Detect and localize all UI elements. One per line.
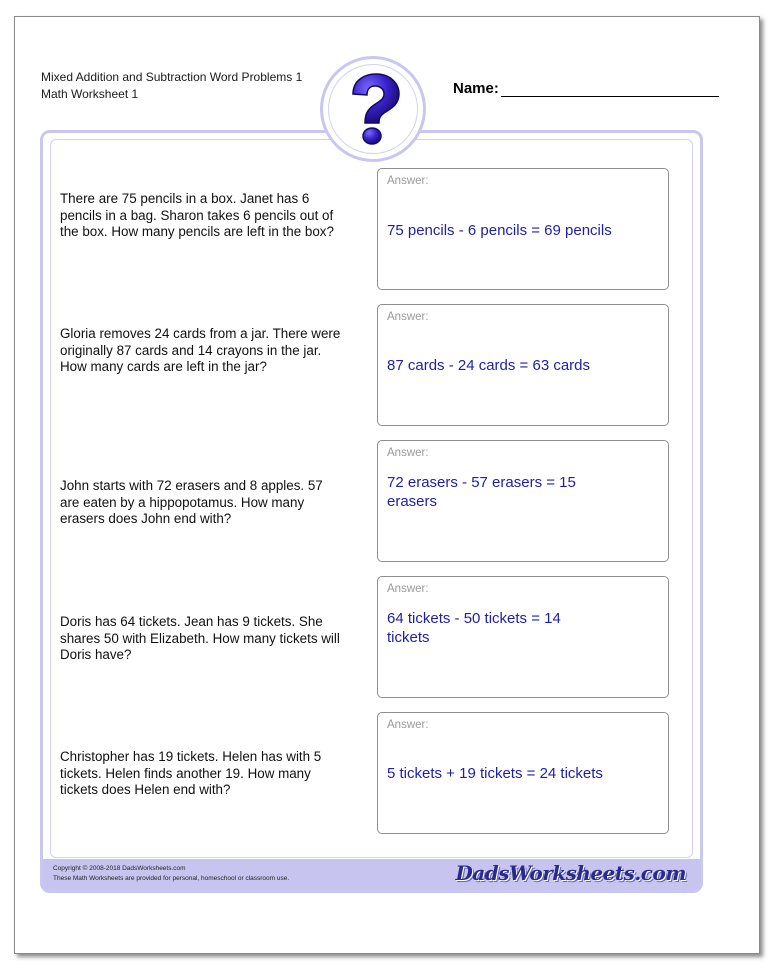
answer-label: Answer:	[387, 447, 429, 459]
answer-box-3[interactable]	[377, 440, 669, 562]
footer-copyright-block	[53, 864, 289, 884]
name-label: Name:	[453, 80, 499, 97]
answer-text-2: 87 cards - 24 cards = 63 cards	[387, 357, 591, 374]
usage-notice: These Math Worksheets are provided for personal, homeschool or classroom use.	[53, 875, 290, 882]
question-2: Gloria removes 24 cards from a jar. There were originally 87 cards and 14 crayons in the jar. How many cards are left in the jar?	[60, 326, 341, 374]
question-5: Christopher has 19 tickets. Helen has with 5 tickets. Helen finds another 19. How many tickets does Helen end with?	[60, 749, 322, 797]
answer-text-4: 64 tickets - 50 tickets = 14 tickets	[387, 610, 561, 646]
question-mark-icon	[343, 72, 403, 148]
question-1: There are 75 pencils in a box. Janet has 6 pencils in a bag. Sharon takes 6 pencils out of the box. How many pencils are left in the box?	[60, 191, 334, 239]
worksheet-title: Mixed Addition and Subtraction Word Problems 1	[41, 70, 303, 84]
answer-box-2[interactable]	[377, 304, 669, 426]
copyright-text: Copyright © 2008-2018 DadsWorksheets.com	[53, 865, 186, 872]
answer-text-5: 5 tickets + 19 tickets = 24 tickets	[387, 765, 603, 782]
name-line[interactable]	[501, 82, 719, 97]
answer-label: Answer:	[387, 175, 429, 187]
question-4: Doris has 64 tickets. Jean has 9 tickets. She shares 50 with Elizabeth. How many tickets will Doris have?	[60, 614, 340, 662]
dadsworksheets-logo: DadsWorksheets.com	[455, 861, 686, 885]
answer-box-1[interactable]	[377, 168, 669, 290]
worksheet-title-block	[41, 69, 302, 103]
answer-label: Answer:	[387, 311, 429, 323]
answer-text-1: 75 pencils - 6 pencils = 69 pencils	[387, 222, 612, 239]
footer	[43, 859, 700, 890]
worksheet-subtitle: Math Worksheet 1	[41, 87, 139, 101]
question-3: John starts with 72 erasers and 8 apples. 57 are eaten by a hippopotamus. How many erasers does John end with?	[60, 478, 323, 526]
answer-box-4[interactable]	[377, 576, 669, 698]
question-badge	[320, 56, 426, 162]
answer-label: Answer:	[387, 719, 429, 731]
answer-box-5[interactable]	[377, 712, 669, 834]
answer-text-3: 72 erasers - 57 erasers = 15 erasers	[387, 474, 576, 510]
name-field[interactable]	[453, 80, 719, 97]
answer-label: Answer:	[387, 583, 429, 595]
